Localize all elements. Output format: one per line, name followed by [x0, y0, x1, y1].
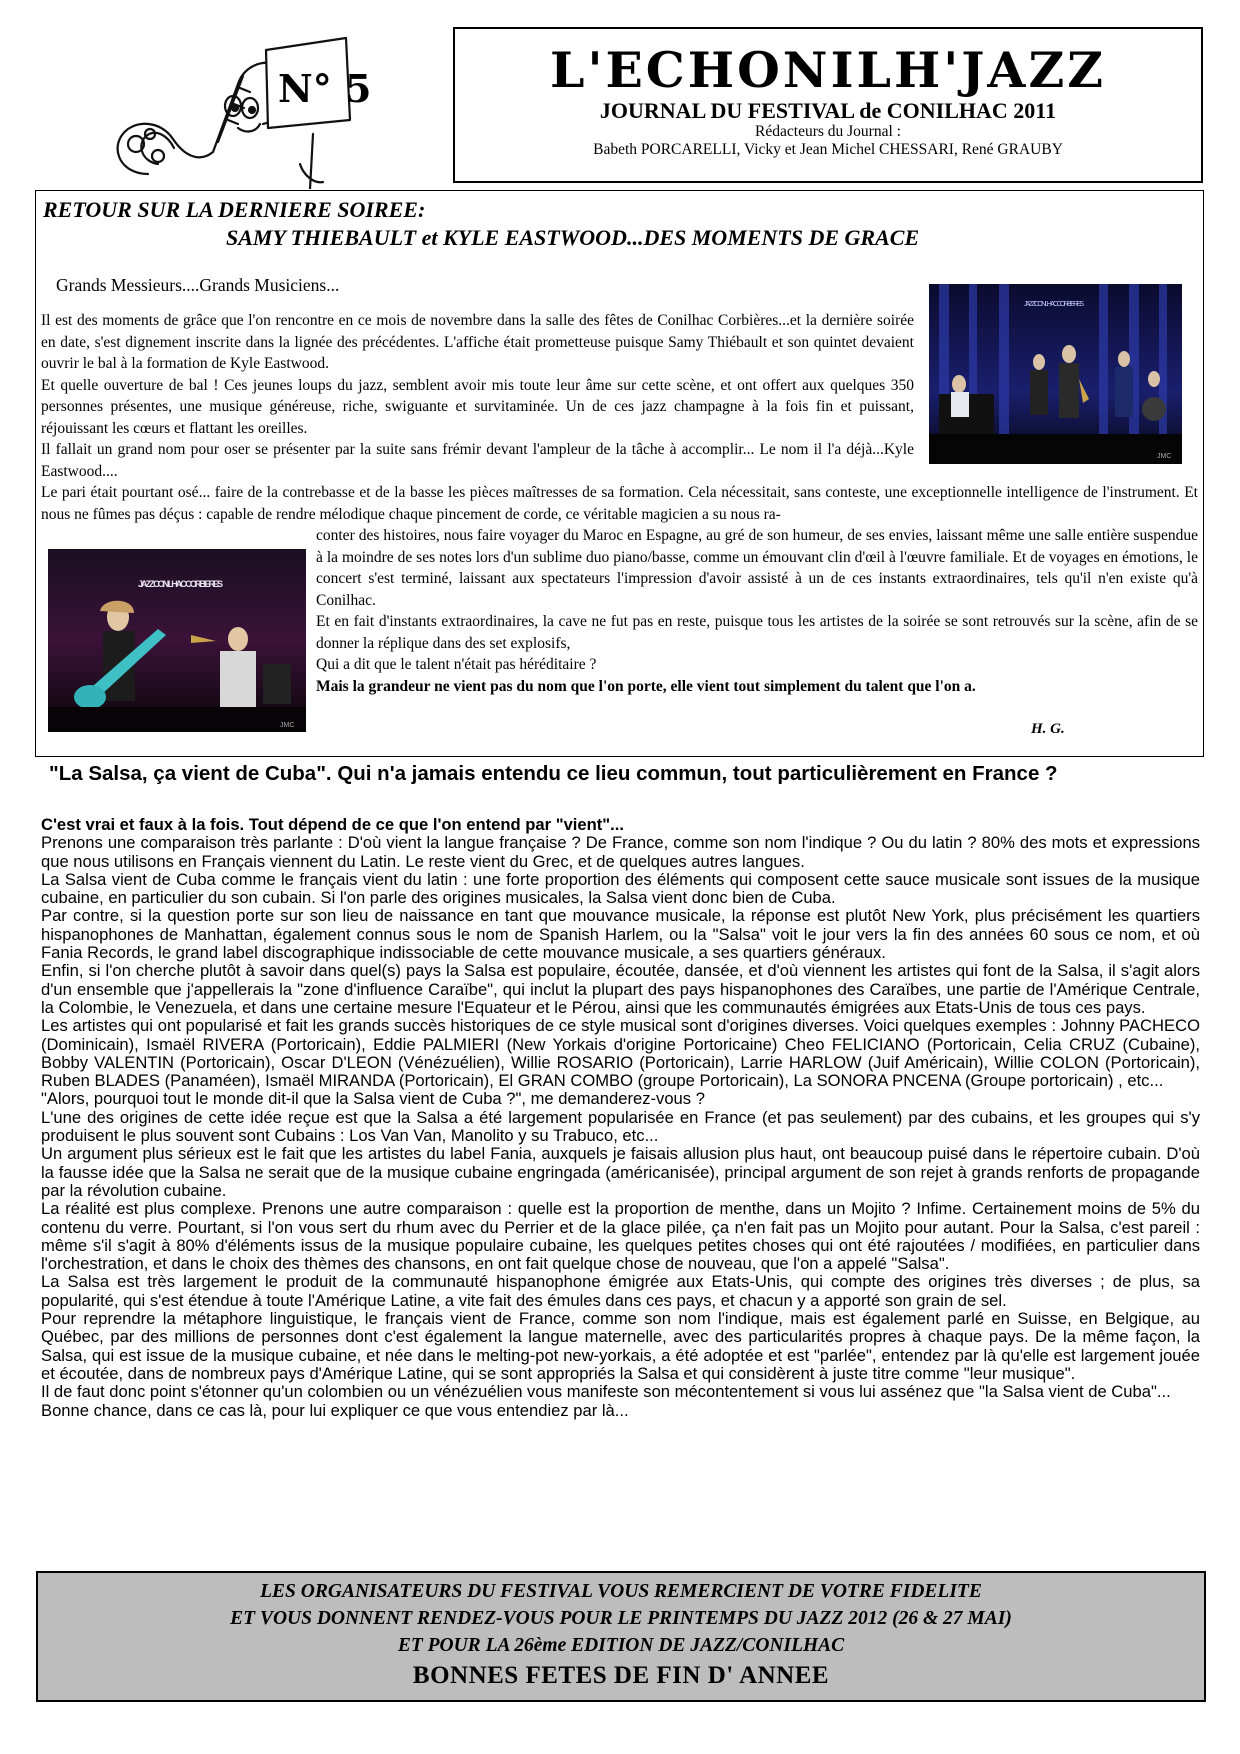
salsa-paragraph: Il de faut donc point s'étonner qu'un colombien ou un vénézuélien vous manifeste son mécontentement si vous lui assénez que "la Salsa vient de Cuba"...: [41, 1382, 1171, 1402]
review-paragraph: Qui a dit que le talent n'était pas héréditaire ?: [316, 656, 597, 673]
photo2-watermark: JMC: [280, 722, 295, 729]
footer-rendezvous-line: ET VOUS DONNENT RENDEZ-VOUS POUR LE PRINTEMPS DU JAZZ 2012 (26 & 27 MAI): [230, 1608, 1012, 1629]
review-paragraph: conter des histoires, nous faire voyager du Maroc en Espagne, au gré de son humeur, de ses envies, laissant même une salle entière suspendue à la moindre de ses notes lors d'un sublime duo piano/basse, comme un émouvant clin d'œil à l'œuvre familiale. Et de voyages en émotions, le concert s'est terminé, laissant aux spectateurs l'impression d'avoir assisté à un de ces instants extraordinaires, tels qu'il n'en existe qu'à Conilhac.: [316, 527, 1198, 609]
review-conclusion: Mais la grandeur ne vient pas du nom que l'on porte, elle vient tout simplement du talent que l'on a.: [316, 677, 976, 695]
festival-footer-box: [36, 1571, 1206, 1702]
review-signature: H. G.: [1031, 721, 1065, 737]
review-paragraph: Le pari était pourtant osé... faire de la contrebasse et de la basse les pièces maîtresses de sa formation. Cela nécessitait, sans conteste, une exceptionnelle intelligence de l'instrument. Et nous ne fûmes pas déçus : capable de rendre mélodique chaque pincement de corde, ce véritable magicien a su nous ra-: [41, 484, 1198, 523]
salsa-article-title: "La Salsa, ça vient de Cuba". Qui n'a jamais entendu ce lieu commun, tout particulièrement en France ?: [49, 762, 1058, 785]
photo1-backdrop-logo: JAZZ CONILHAC CORBIERES: [1024, 301, 1084, 308]
salsa-paragraph: L'une des origines de cette idée reçue est que la Salsa a été largement popularisée en France (et pas seulement) par des cubains, et les groupes qui s'y produisent le plus souvent sont Cubains : Los Van Van, Manolito y su Trabuco, etc...: [41, 1107, 1200, 1146]
masthead-title: L'ECHONILH'JAZZ: [550, 41, 1106, 99]
review-lead: Grands Messieurs....Grands Musiciens...: [56, 275, 340, 295]
review-title-line1: RETOUR SUR LA DERNIERE SOIREE:: [43, 197, 426, 222]
review-paragraph: Il est des moments de grâce que l'on rencontre en ce mois de novembre dans la salle des fêtes de Conilhac Corbières...et la dernière soirée en date, s'est dignement inscrite dans la lignée des précédentes. L'affiche était prometteuse puisque Samy Thiébault et son quintet devaient ouvrir le bal à la formation de Kyle Eastwood.: [41, 312, 914, 372]
salsa-lead: C'est vrai et faux à la fois. Tout dépend de ce que l'on entend par "vient"...: [41, 815, 625, 834]
footer-edition-line: ET POUR LA 26ème EDITION DE JAZZ/CONILHAC: [397, 1635, 845, 1656]
salsa-paragraph: Un argument plus sérieux est le fait que les artistes du label Fania, auxquels je faisais allusion plus haut, ont beaucoup puisé dans le répertoire cubain. D'où la fausse idée que la Salsa ne serait que de la musique cubaine engringada (américanisée), principal argument de son rejet à grands renforts de propagande par la révolution cubaine.: [41, 1144, 1200, 1200]
salsa-paragraph: Bonne chance, dans ce cas là, pour lui expliquer ce que vous entendiez par là...: [41, 1400, 629, 1420]
review-full-width-paragraph: [41, 482, 1198, 525]
review-paragraph: Et quelle ouverture de bal ! Ces jeunes loups du jazz, semblent avoir mis toute leur âme sur cette scène, et ont offert aux quelques 350 personnes présentes, une musique généreuse, riche, swiguante et survitaminée. Un de ces jazz champagne à la fois fin et puissant, réjouissant les cœurs et flattant les oreilles.: [41, 376, 914, 437]
salsa-paragraph: Les artistes qui ont popularisé et fait les grands succès historiques de ce style musical sont d'origines diverses. Voici quelques exemples : Johnny PACHECO (Dominicain), Ismaël RIVERA (Portoricain), Eddie PALMIERI (New Yorkais d'origine Portoricaine) Cheo FELICIANO (Portoricain, Celia CRUZ (Cubaine), Bobby VALENTIN (Portoricain), Oscar D'LEON (Vénézuélien), Willie ROSARIO (Portoricain), Larrie HARLOW (Juif Américain), Willie COLON (Portoricain), Ruben BLADES (Panaméen), Ismaël MIRANDA (Portoricain), El GRAN COMBO (groupe Portoricain), La SONORA PNCENA (Groupe portoricain) , etc...: [41, 1016, 1200, 1091]
salsa-article-body: [41, 816, 1200, 1420]
issue-label: N° 5: [278, 66, 372, 111]
journal-subtitle: JOURNAL DU FESTIVAL de CONILHAC 2011: [599, 98, 1057, 123]
bassist-trumpeter-photo: [48, 549, 306, 732]
editors-label: Rédacteurs du Journal :: [755, 123, 901, 140]
review-paragraph: Et en fait d'instants extraordinaires, la cave ne fut pas en reste, puisque tous les artistes de la soirée se sont retrouvés sur la scène, afin de se donner la réplique dans des set explosifs,: [316, 613, 1198, 652]
salsa-paragraph: "Alors, pourquoi tout le monde dit-il que la Salsa vient de Cuba ?", me demanderez-vous ?: [41, 1089, 705, 1109]
review-top-paragraphs: [41, 310, 914, 482]
review-paragraph: Il fallait un grand nom pour oser se présenter par la suite sans frémir devant l'ampleur de la tâche à accomplir... Le nom il l'a déjà...Kyle Eastwood....: [41, 441, 914, 480]
footer-thanks-line: LES ORGANISATEURS DU FESTIVAL VOUS REMERCIENT DE VOTRE FIDELITE: [260, 1581, 982, 1602]
footer-season-wish: BONNES FETES DE FIN D' ANNEE: [412, 1662, 830, 1689]
salsa-paragraph: La Salsa est très largement le produit de la communauté hispanophone émigrée aux Etats-Unis, qui compte des origines très diverses ; de plus, sa popularité, qui s'est étendue à toute l'Amérique Latine, a vite fait des émules dans ces pays, et chacun y a apporté son grain de sel.: [41, 1272, 1200, 1310]
salsa-paragraph: La Salsa vient de Cuba comme le français vient du latin : une forte proportion des éléments qui composent cette sauce musicale sont issues de la musique cubaine, en particulier du son cubain. Si l'on parle des origines musicales, la Salsa vient donc bien de Cuba.: [41, 869, 1200, 908]
salsa-paragraph: La réalité est plus complexe. Prenons une autre comparaison : quelle est la proportion de menthe, dans un Mojito ? Infime. Certainement moins de 5% du contenu du verre. Pourtant, si l'on vous sert du rhum avec du Perrier et de la glace pilée, ça n'en fait pas un Mojito pour autant. Pour la Salsa, c'est pareil : même s'il s'agit à 80% d'éléments issus de la musique populaire cubaine, les quelques petites choses qui ont été rajoutées / modifiées, en particulier dans l'orchestration, et dans le choix des thèmes des chansons, en ont fait quelque chose de nouveau, que l'on a appelé "Salsa".: [41, 1199, 1200, 1274]
photo2-backdrop-logo: JAZZ CONILHAC CORBIERES: [138, 579, 223, 589]
salsa-paragraph: Par contre, si la question porte sur son lieu de naissance en tant que mouvance musicale, la réponse est plutôt New York, plus précisément les quartiers hispanophones de Manhattan, également connus sous le nom de Spanish Harlem, ou la "Salsa" voit le jour vers la fin des années 60 sous ce nom, et où Fania Records, le grand label discographique indissociable de cette mouvance musicale, a ses quartiers généraux.: [41, 906, 1200, 963]
photo1-watermark: JMC: [1157, 453, 1172, 460]
quintet-stage-photo: [929, 284, 1182, 464]
salsa-paragraph: Prenons une comparaison très parlante : D'où vient la langue française ? De France, comme son nom l'indique ? Ou du latin ? 80% des mots et expressions que nous utilisons en Français viennent du Latin. Le reste vient du Grec, et de quelques autres langues.: [41, 833, 1200, 871]
review-bottom-paragraphs: [316, 525, 1198, 697]
concert-review-box: [35, 190, 1204, 757]
header-box: [453, 27, 1203, 183]
review-title-line2: SAMY THIEBAULT et KYLE EASTWOOD...DES MOMENTS DE GRACE: [226, 225, 920, 250]
editors-names: Babeth PORCARELLI, Vicky et Jean Michel CHESSARI, René GRAUBY: [593, 141, 1063, 158]
salsa-paragraph: Enfin, si l'on cherche plutôt à savoir dans quel(s) pays la Salsa est populaire, écoutée, dansée, et d'où viennent les artistes qui font de la Salsa, il s'agit alors d'un ensemble que j'appellerais la "zone d'influence Caraïbe", qui inclut la plupart des pays hispanophones des Caraïbes, une partie de l'Amérique Centrale, la Colombie, le Venezuela, et dans une certaine mesure l'Equateur et le Pérou, ainsi que les communautés émigrées aux Etats-Unis de tous ces pays.: [41, 961, 1200, 1017]
mascot-logo: [88, 24, 388, 189]
salsa-paragraph: Pour reprendre la métaphore linguistique, le français vient de France, comme son nom l'indique, mais est également parlé en Suisse, en Belgique, au Québec, par des millions de personnes dont c'est également la langue maternelle, avec des particularités propres à chaque pays. De la même façon, la Salsa, qui est issue de la musique cubaine, et née dans le melting-pot new-yorkais, a été adoptée et est "parlée", entendez par là qu'elle est largement jouée et écoutée, dans de nombreux pays d'Amérique Latine, qui se sont appropriés la Salsa et qui considèrent à juste titre comme "leur musique".: [41, 1309, 1200, 1383]
